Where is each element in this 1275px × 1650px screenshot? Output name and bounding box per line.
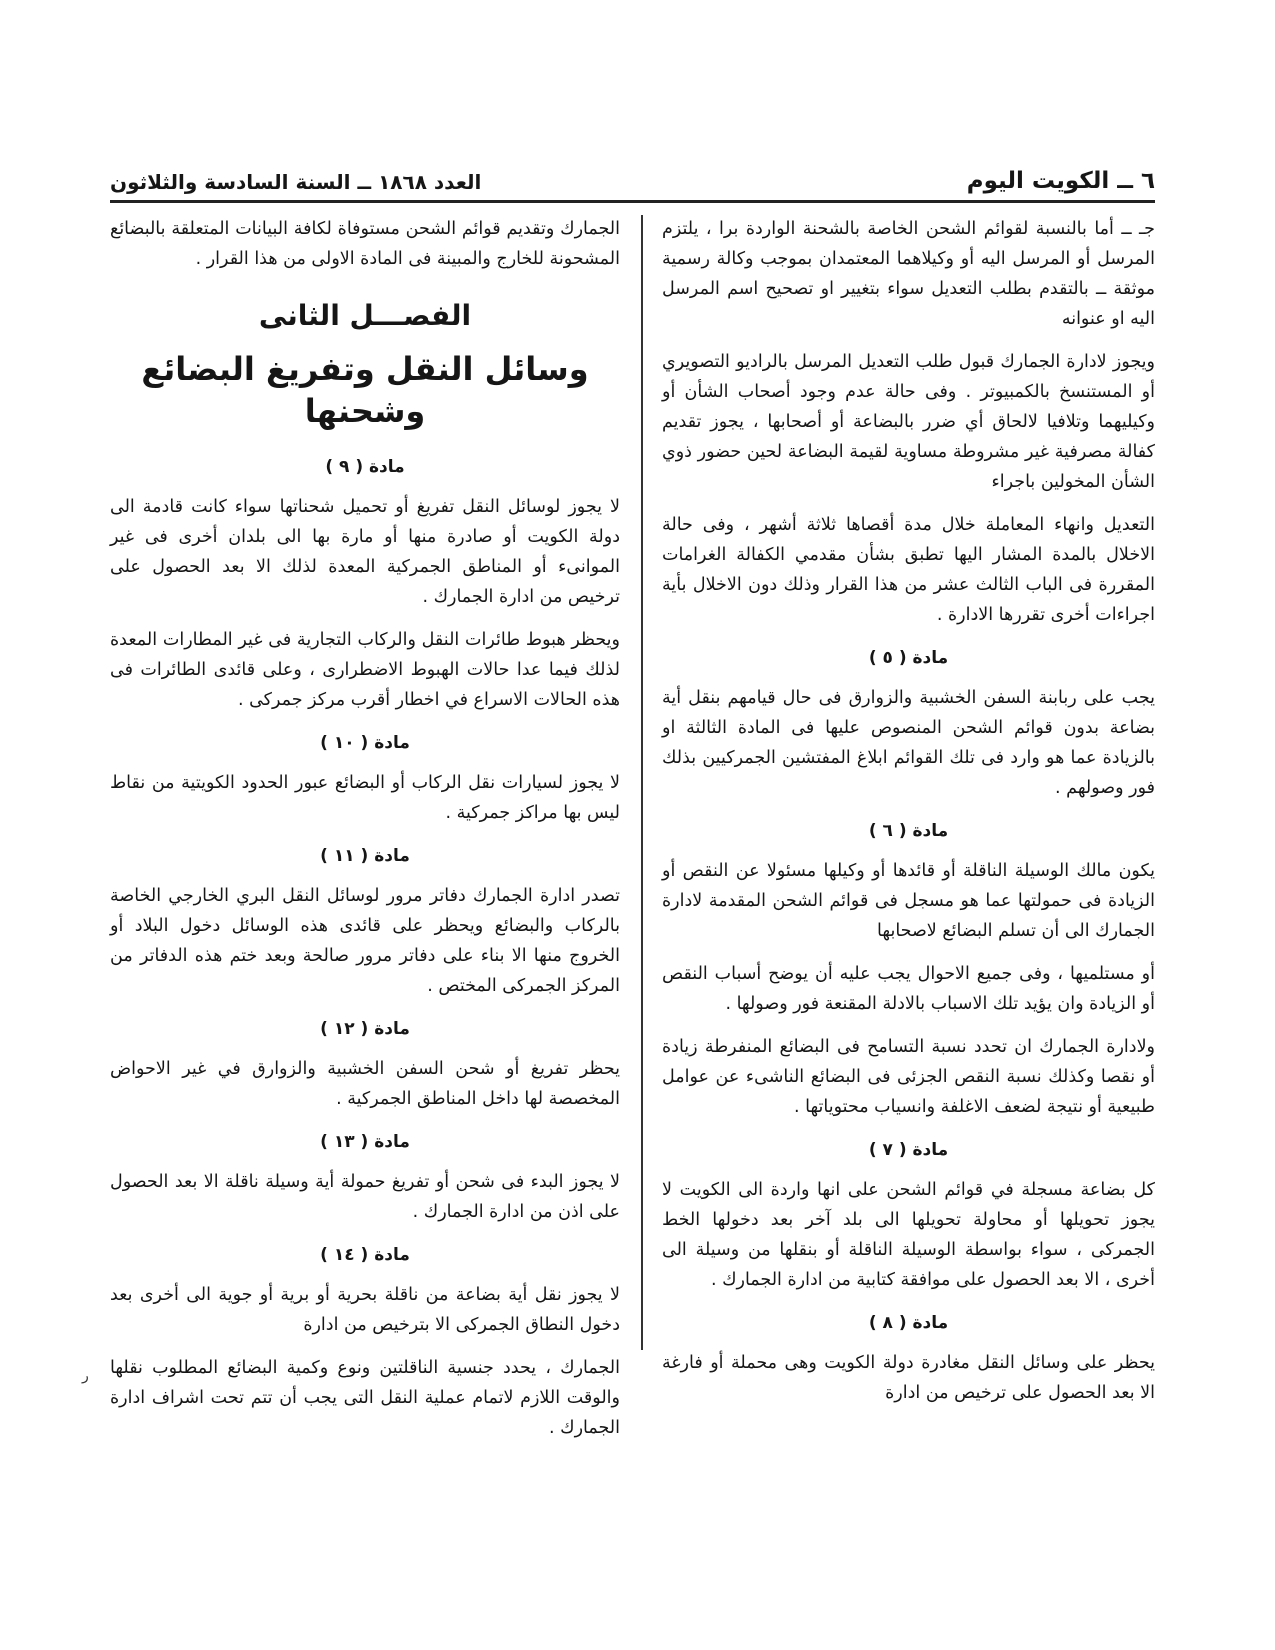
paragraph: يحظر تفريغ أو شحن السفن الخشبية والزوارق في غير الاحواض المخصصة لها داخل المناطق الجمركية . [110, 1059, 620, 1109]
paragraph: ولادارة الجمارك ان تحدد نسبة التسامح فى البضائع المنفرطة زيادة أو نقصا وكذلك نسبة النقص الجزئى فى البضائع الناشىء عن عوامل طبيعية أو نتيجة لضعف الاغلفة وانسياب محتوياتها . [662, 1037, 1155, 1117]
left-column [110, 214, 620, 1456]
right-column [662, 214, 1155, 1421]
paragraph: ويجوز لادارة الجمارك قبول طلب التعديل المرسل بالراديو التصويري أو المستنسخ بالكمبيوتر . وفى حالة عدم وجود أصحاب الشأن أو وكيليهما وتلافيا لالحاق أي ضرر بالبضاعة أو أصحابها ، يجوز تقديم كفالة مصرفية غير مشروطة مساوية لقيمة البضاعة لحين حضور ذوي الشأن المخولين باجراء [662, 352, 1155, 492]
article-heading-14: مادة ( ١٤ ) [320, 1245, 410, 1265]
paragraph: كل بضاعة مسجلة في قوائم الشحن على انها واردة الى الكويت لا يجوز تحويلها أو محاولة تحويلها الى بلد آخر بعد دخولها الخط الجمركى ، سواء بواسطة الوسيلة الناقلة أو بنقلها من وسيلة الى أخرى ، الا بعد الحصول على موافقة كتابية من ادارة الجمارك . [662, 1180, 1155, 1290]
page-header [110, 168, 1155, 204]
paragraph: أو مستلميها ، وفى جميع الاحوال يجب عليه أن يوضح أسباب النقص أو الزيادة وان يؤيد تلك الاسباب بالادلة المقنعة فور وصولها . [662, 964, 1155, 1014]
column-divider [641, 215, 643, 1350]
article-heading-5: مادة ( ٥ ) [868, 648, 949, 668]
paragraph: التعديل وانهاء المعاملة خلال مدة أقصاها ثلاثة أشهر ، وفى حالة الاخلال بالمدة المشار اليها تطبق بشأن مقدمي الكفالة الغرامات المقررة فى الباب الثالث عشر من هذا القرار وذلك دون الاخلال بأية اجراءات أخرى تقررها الادارة . [662, 515, 1155, 625]
paragraph: يحظر على وسائل النقل مغادرة دولة الكويت وهى محملة أو فارغة الا بعد الحصول على ترخيص من ادارة [662, 1353, 1155, 1403]
margin-mark: ر [82, 1368, 89, 1384]
issue-info: العدد ١٨٦٨ ــ السنة السادسة والثلاثون [110, 170, 482, 194]
paragraph: لا يجوز لوسائل النقل تفريغ أو تحميل شحناتها سواء كانت قادمة الى دولة الكويت أو صادرة منها أو مارة بها الى بلدان أخرى فى غير الموانىء أو المناطق الجمركية المعدة لذلك الا بعد الحصول على ترخيص من ادارة الجمارك . [110, 497, 620, 607]
header-rule [110, 200, 1155, 203]
paragraph: الجمارك وتقديم قوائم الشحن مستوفاة لكافة البيانات المتعلقة بالبضائع المشحونة للخارج والمبينة فى المادة الاولى من هذا القرار . [110, 219, 620, 269]
article-heading-10: مادة ( ١٠ ) [320, 733, 410, 753]
article-heading-12: مادة ( ١٢ ) [320, 1019, 410, 1039]
paragraph: تصدر ادارة الجمارك دفاتر مرور لوسائل النقل البري الخارجي الخاصة بالركاب والبضائع ويحظر على قائدى هذه الوسائل دخول البلاد أو الخروج منها الا بناء على دفاتر مرور صالحة وبعد ختم هذه الدفاتر من المركز الجمركى المختص . [110, 886, 620, 996]
chapter-title: وسائل النقل وتفريغ البضائع وشحنها [141, 350, 589, 430]
article-heading-13: مادة ( ١٣ ) [320, 1132, 410, 1152]
paragraph: جـ ــ أما بالنسبة لقوائم الشحن الخاصة بالشحنة الواردة برا ، يلتزم المرسل أو المرسل اليه أو وكيلاهما المعتمدان بموجب وكالة رسمية موثقة ــ بالتقدم بطلب التعديل سواء بتغيير او تصحيح اسم المرسل اليه او عنوانه [662, 219, 1155, 329]
paragraph: يجب على ربابنة السفن الخشبية والزوارق فى حال قيامهم بنقل أية بضاعة بدون قوائم الشحن المنصوص عليها فى المادة الثالثة او بالزيادة عما هو وارد فى تلك القوائم ابلاغ المفتشين الجمركيين بذلك فور وصولهم . [662, 688, 1155, 798]
paragraph: يكون مالك الوسيلة الناقلة أو قائدها أو وكيلها مسئولا عن النقص أو الزيادة فى حمولتها عما هو مسجل فى قوائم الشحن المقدمة لادارة الجمارك الى أن تسلم البضائع لاصحابها [662, 861, 1155, 941]
paragraph: لا يجوز نقل أية بضاعة من ناقلة بحرية أو برية أو جوية الى أخرى بعد دخول النطاق الجمركى الا بترخيص من ادارة [110, 1285, 620, 1335]
paragraph: الجمارك ، يحدد جنسية الناقلتين ونوع وكمية البضائع المطلوب نقلها والوقت اللازم لاتمام عملية النقل التى يجب أن تتم تحت اشراف ادارة الجمارك . [110, 1358, 620, 1438]
paragraph: لا يجوز البدء فى شحن أو تفريغ حمولة أية وسيلة ناقلة الا بعد الحصول على اذن من ادارة الجمارك . [110, 1172, 620, 1222]
article-heading-7: مادة ( ٧ ) [868, 1140, 949, 1160]
chapter-label: الفصـــل الثانى [258, 299, 472, 332]
publication-title: ٦ ــ الكويت اليوم [966, 168, 1155, 194]
article-heading-8: مادة ( ٨ ) [868, 1313, 949, 1333]
article-heading-11: مادة ( ١١ ) [320, 846, 410, 866]
paragraph: لا يجوز لسيارات نقل الركاب أو البضائع عبور الحدود الكويتية من نقاط ليس بها مراكز جمركية . [110, 773, 620, 823]
article-heading-6: مادة ( ٦ ) [868, 821, 949, 841]
article-heading-9: مادة ( ٩ ) [325, 457, 405, 477]
paragraph: ويحظر هبوط طائرات النقل والركاب التجارية فى غير المطارات المعدة لذلك فيما عدا حالات الهبوط الاضطرارى ، وعلى قائدى الطائرات فى هذه الحالات الاسراع في اخطار أقرب مركز جمركى . [110, 630, 620, 710]
